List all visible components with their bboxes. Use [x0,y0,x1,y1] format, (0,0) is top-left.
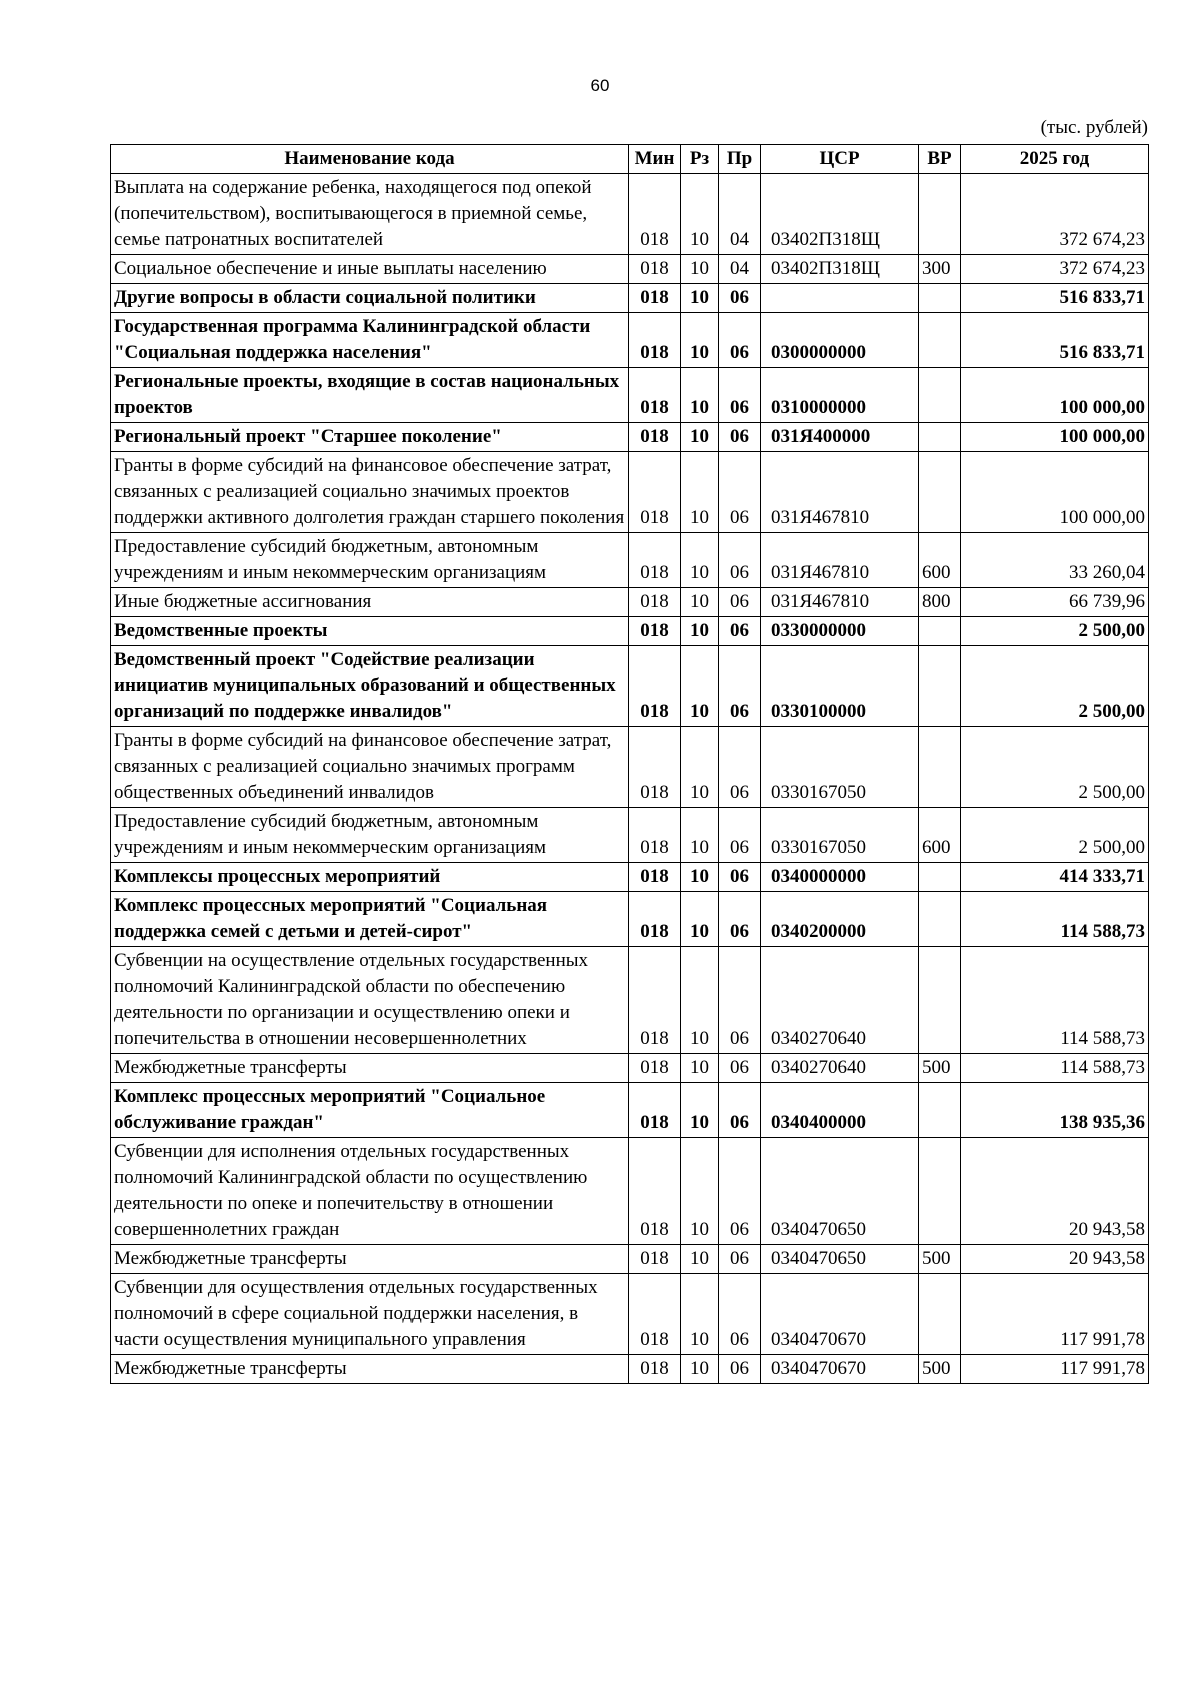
cell-pr: 06 [719,863,761,892]
cell-name: Комплексы процессных мероприятий [111,863,629,892]
cell-name: Региональные проекты, входящие в состав национальных проектов [111,368,629,423]
cell-name: Гранты в форме субсидий на финансовое обеспечение затрат, связанных с реализацией социально значимых проектов поддержки активного долголетия граждан старшего поколения [111,452,629,533]
cell-rz: 10 [681,1274,719,1355]
table-row [111,808,1149,863]
cell-csr: 0340270640 [761,1054,919,1083]
table-row [111,617,1149,646]
cell-pr: 06 [719,1054,761,1083]
cell-name: Субвенции для исполнения отдельных государственных полномочий Калининградской области по осуществлению деятельности по опеке и попечительству в отношении совершеннолетних граждан [111,1138,629,1245]
header-rz: Рз [681,145,719,174]
cell-name: Предоставление субсидий бюджетным, автономным учреждениям и иным некоммерческим организациям [111,533,629,588]
cell-csr: 0340470650 [761,1245,919,1274]
cell-name: Государственная программа Калининградской области "Социальная поддержка населения" [111,313,629,368]
cell-sum: 114 588,73 [961,947,1149,1054]
cell-min: 018 [629,617,681,646]
cell-rz: 10 [681,1355,719,1384]
cell-vr [919,423,961,452]
cell-sum: 20 943,58 [961,1245,1149,1274]
table-row [111,588,1149,617]
header-vr: ВР [919,145,961,174]
cell-name: Межбюджетные трансферты [111,1245,629,1274]
table-row [111,863,1149,892]
cell-min: 018 [629,1138,681,1245]
cell-csr: 031Я400000 [761,423,919,452]
cell-rz: 10 [681,423,719,452]
cell-min: 018 [629,1245,681,1274]
cell-sum: 114 588,73 [961,892,1149,947]
cell-vr [919,617,961,646]
cell-name: Гранты в форме субсидий на финансовое обеспечение затрат, связанных с реализацией социально значимых программ общественных объединений инвалидов [111,727,629,808]
cell-rz: 10 [681,947,719,1054]
cell-vr: 500 [919,1054,961,1083]
cell-csr: 0330167050 [761,808,919,863]
cell-min: 018 [629,533,681,588]
cell-pr: 04 [719,174,761,255]
cell-name: Выплата на содержание ребенка, находящегося под опекой (попечительством), воспитывающегося в приемной семье, семье патронатных воспитателей [111,174,629,255]
cell-csr: 0330167050 [761,727,919,808]
cell-min: 018 [629,863,681,892]
table-row [111,1138,1149,1245]
table-row [111,533,1149,588]
table-row [111,255,1149,284]
cell-vr [919,313,961,368]
cell-pr: 06 [719,423,761,452]
cell-sum: 414 333,71 [961,863,1149,892]
cell-vr [919,947,961,1054]
cell-sum: 2 500,00 [961,646,1149,727]
header-sum: 2025 год [961,145,1149,174]
table-row [111,727,1149,808]
cell-rz: 10 [681,1054,719,1083]
cell-pr: 06 [719,1274,761,1355]
cell-min: 018 [629,1274,681,1355]
cell-vr [919,1138,961,1245]
cell-rz: 10 [681,588,719,617]
cell-pr: 06 [719,1355,761,1384]
cell-vr [919,452,961,533]
cell-csr: 0340000000 [761,863,919,892]
cell-pr: 06 [719,284,761,313]
cell-rz: 10 [681,284,719,313]
cell-csr: 0340470650 [761,1138,919,1245]
cell-vr [919,863,961,892]
cell-sum: 114 588,73 [961,1054,1149,1083]
cell-pr: 06 [719,808,761,863]
cell-name: Межбюджетные трансферты [111,1054,629,1083]
cell-name: Межбюджетные трансферты [111,1355,629,1384]
cell-rz: 10 [681,863,719,892]
cell-rz: 10 [681,255,719,284]
cell-pr: 06 [719,646,761,727]
table-row [111,174,1149,255]
cell-pr: 06 [719,947,761,1054]
cell-min: 018 [629,1083,681,1138]
cell-name: Субвенции для осуществления отдельных государственных полномочий в сфере социальной поддержки населения, в части осуществления муниципального управления [111,1274,629,1355]
cell-min: 018 [629,174,681,255]
cell-vr [919,368,961,423]
cell-sum: 100 000,00 [961,423,1149,452]
cell-rz: 10 [681,1083,719,1138]
table-row [111,1274,1149,1355]
cell-pr: 06 [719,1245,761,1274]
cell-sum: 138 935,36 [961,1083,1149,1138]
cell-name: Комплекс процессных мероприятий "Социальная поддержка семей с детьми и детей-сирот" [111,892,629,947]
header-row [111,145,1149,174]
cell-min: 018 [629,727,681,808]
cell-sum: 33 260,04 [961,533,1149,588]
header-name: Наименование кода [111,145,629,174]
cell-pr: 06 [719,617,761,646]
cell-name: Ведомственный проект "Содействие реализации инициатив муниципальных образований и общественных организаций по поддержке инвалидов" [111,646,629,727]
table-row [111,1245,1149,1274]
budget-table [110,144,1149,1384]
cell-vr: 500 [919,1355,961,1384]
table-row [111,1083,1149,1138]
cell-rz: 10 [681,1138,719,1245]
cell-vr [919,646,961,727]
header-csr: ЦСР [761,145,919,174]
cell-name: Комплекс процессных мероприятий "Социальное обслуживание граждан" [111,1083,629,1138]
table-row [111,284,1149,313]
cell-vr [919,727,961,808]
cell-sum: 117 991,78 [961,1355,1149,1384]
cell-csr: 03402П318Щ [761,255,919,284]
cell-sum: 66 739,96 [961,588,1149,617]
cell-rz: 10 [681,808,719,863]
table-row [111,646,1149,727]
cell-sum: 100 000,00 [961,368,1149,423]
cell-min: 018 [629,808,681,863]
cell-pr: 06 [719,727,761,808]
table-row [111,452,1149,533]
cell-sum: 372 674,23 [961,255,1149,284]
cell-name: Субвенции на осуществление отдельных государственных полномочий Калининградской области по обеспечению деятельности по организации и осуществлению опеки и попечительства в отношении несовершеннолетних [111,947,629,1054]
cell-vr [919,284,961,313]
cell-vr [919,174,961,255]
cell-sum: 2 500,00 [961,617,1149,646]
cell-csr: 0310000000 [761,368,919,423]
cell-rz: 10 [681,646,719,727]
cell-sum: 2 500,00 [961,727,1149,808]
cell-rz: 10 [681,368,719,423]
cell-pr: 06 [719,452,761,533]
cell-csr: 031Я467810 [761,452,919,533]
table-body [111,174,1149,1384]
cell-min: 018 [629,452,681,533]
cell-csr: 0340470670 [761,1355,919,1384]
header-pr: Пр [719,145,761,174]
cell-rz: 10 [681,617,719,646]
cell-sum: 516 833,71 [961,313,1149,368]
cell-name: Иные бюджетные ассигнования [111,588,629,617]
cell-rz: 10 [681,533,719,588]
cell-name: Социальное обеспечение и иные выплаты населению [111,255,629,284]
cell-min: 018 [629,1355,681,1384]
cell-csr: 0340270640 [761,947,919,1054]
cell-sum: 516 833,71 [961,284,1149,313]
cell-pr: 04 [719,255,761,284]
cell-pr: 06 [719,1138,761,1245]
cell-csr: 03402П318Щ [761,174,919,255]
units-label: (тыс. рублей) [1040,117,1148,138]
cell-min: 018 [629,588,681,617]
cell-name: Предоставление субсидий бюджетным, автономным учреждениям и иным некоммерческим организациям [111,808,629,863]
cell-sum: 100 000,00 [961,452,1149,533]
cell-csr [761,284,919,313]
page-number: 60 [590,76,610,95]
cell-pr: 06 [719,892,761,947]
cell-pr: 06 [719,313,761,368]
cell-csr: 0330100000 [761,646,919,727]
cell-min: 018 [629,284,681,313]
cell-csr: 0300000000 [761,313,919,368]
cell-pr: 06 [719,588,761,617]
cell-csr: 0340470670 [761,1274,919,1355]
cell-sum: 372 674,23 [961,174,1149,255]
cell-rz: 10 [681,1245,719,1274]
cell-vr [919,1083,961,1138]
cell-vr: 600 [919,808,961,863]
cell-pr: 06 [719,533,761,588]
cell-csr: 031Я467810 [761,588,919,617]
table-row [111,368,1149,423]
cell-pr: 06 [719,1083,761,1138]
cell-vr: 500 [919,1245,961,1274]
cell-min: 018 [629,368,681,423]
cell-min: 018 [629,892,681,947]
cell-min: 018 [629,646,681,727]
cell-vr: 800 [919,588,961,617]
cell-vr: 600 [919,533,961,588]
cell-pr: 06 [719,368,761,423]
cell-name: Региональный проект "Старшее поколение" [111,423,629,452]
cell-rz: 10 [681,452,719,533]
cell-rz: 10 [681,727,719,808]
table-row [111,1355,1149,1384]
cell-sum: 117 991,78 [961,1274,1149,1355]
cell-vr [919,892,961,947]
cell-rz: 10 [681,313,719,368]
cell-min: 018 [629,313,681,368]
cell-sum: 20 943,58 [961,1138,1149,1245]
cell-vr: 300 [919,255,961,284]
cell-min: 018 [629,1054,681,1083]
cell-name: Другие вопросы в области социальной политики [111,284,629,313]
cell-min: 018 [629,947,681,1054]
cell-csr: 0330000000 [761,617,919,646]
cell-min: 018 [629,255,681,284]
cell-rz: 10 [681,892,719,947]
table-row [111,892,1149,947]
cell-csr: 0340400000 [761,1083,919,1138]
cell-min: 018 [629,423,681,452]
cell-name: Ведомственные проекты [111,617,629,646]
cell-csr: 031Я467810 [761,533,919,588]
table-row [111,1054,1149,1083]
table-row [111,313,1149,368]
cell-vr [919,1274,961,1355]
table-row [111,947,1149,1054]
header-min: Мин [629,145,681,174]
cell-rz: 10 [681,174,719,255]
cell-sum: 2 500,00 [961,808,1149,863]
table-row [111,423,1149,452]
cell-csr: 0340200000 [761,892,919,947]
